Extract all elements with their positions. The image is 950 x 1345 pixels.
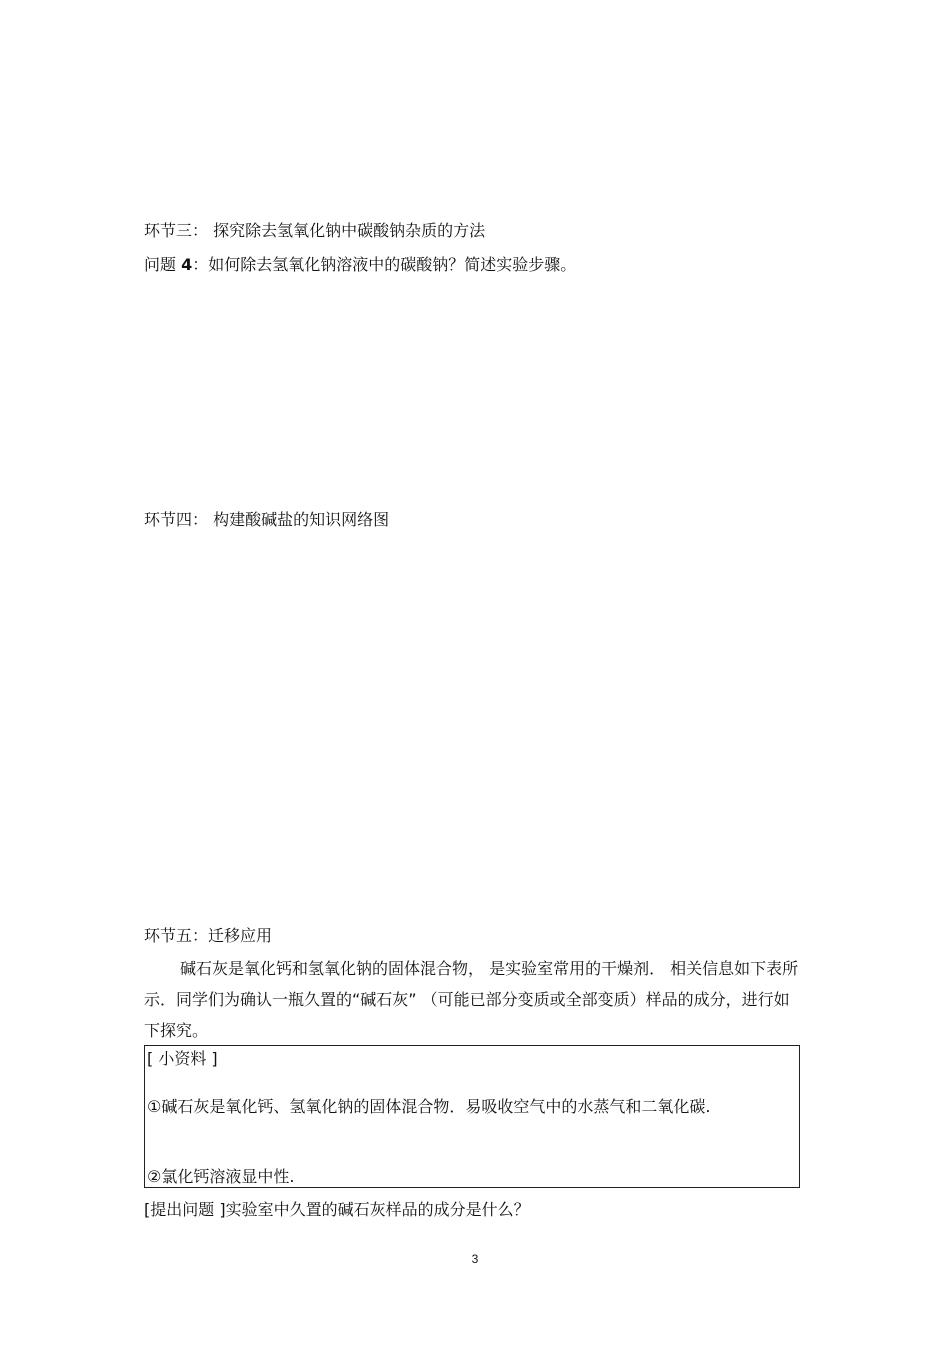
section5-heading: 环节五：迁移应用 xyxy=(144,926,273,945)
info-box-item-1: ①碱石灰是氧化钙、氢氧化钠的固体混合物．易吸收空气中的水蒸气和二氧化碳. xyxy=(147,1097,711,1116)
info-box-item-2: ②氯化钙溶液显中性. xyxy=(147,1167,295,1186)
question-prefix: 问题 xyxy=(144,255,182,274)
question-4 xyxy=(144,254,576,276)
section5-paragraph xyxy=(144,953,804,1046)
question-number: 4 xyxy=(181,255,193,274)
section4-heading: 环节四： 构建酸碱盐的知识网络图 xyxy=(144,510,390,529)
info-box xyxy=(144,1045,800,1188)
question-text: ：如何除去氢氧化钠溶液中的碳酸钠？简述实验步骤。 xyxy=(192,255,577,274)
section5-question: [提出问题 ]实验室中久置的碱石灰样品的成分是什么？ xyxy=(144,1200,530,1219)
paragraph-text: 碱石灰是氧化钙和氢氧化钠的固体混合物， 是实验室常用的干燥剂． 相关信息如下表所示．同学们为确认一瓶久置的“碱石灰” （可能已部分变质或全部变质）样品的成分，进行如下探究。 xyxy=(144,959,799,1040)
page-number: 3 xyxy=(471,1252,479,1266)
info-box-title: [ 小资料 ] xyxy=(147,1049,218,1068)
section3-heading: 环节三： 探究除去氢氧化钠中碳酸钠杂质的方法 xyxy=(144,221,486,240)
